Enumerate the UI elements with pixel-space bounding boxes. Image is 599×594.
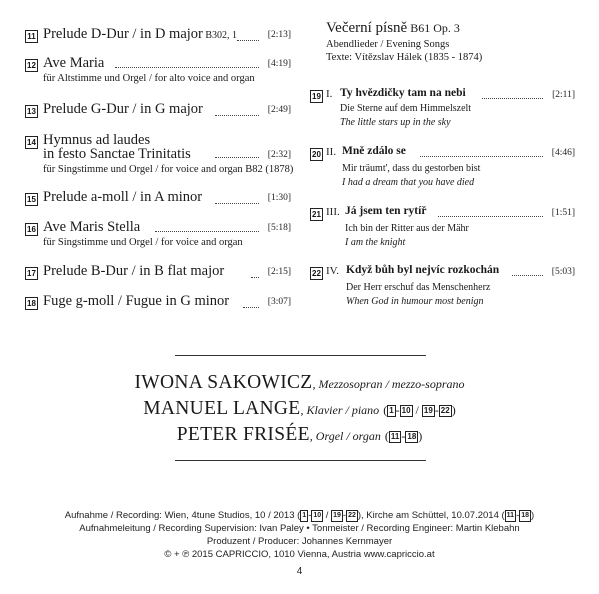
- track-duration: [4:19]: [267, 59, 291, 69]
- right-tracklist: [310, 20, 575, 320]
- dotted-leader: [251, 277, 259, 278]
- artist-tracks: ( 11 - 18 ): [384, 429, 423, 443]
- track-duration: [2:32]: [267, 150, 291, 160]
- song-title-english: I am the knight: [345, 237, 406, 248]
- dotted-leader: [215, 203, 259, 204]
- dotted-leader: [482, 98, 543, 99]
- dotted-leader: [438, 216, 543, 217]
- song-title: Já jsem ten rytíř: [345, 205, 427, 217]
- track-17: [25, 263, 291, 281]
- song-title-german: Mir träumt', dass du gestorben bist: [342, 163, 481, 174]
- track-number-badge: 22: [310, 267, 323, 280]
- song-cycle-text-author: Texte: Vítězslav Hálek (1835 - 1874): [326, 52, 483, 63]
- track-title: Prelude a-moll / in A minor: [43, 189, 203, 205]
- track-catalogue: B302, 1: [202, 30, 238, 41]
- dotted-leader: [243, 307, 259, 308]
- track-duration: [2:13]: [267, 30, 291, 40]
- dotted-leader: [215, 115, 259, 116]
- separator-rule-top: [175, 355, 426, 356]
- song-title-english: The little stars up in the sky: [340, 117, 451, 128]
- track-12: [25, 55, 291, 85]
- track-subtitle: für Singstimme und Orgel / for voice and organ B82 (1878): [43, 164, 294, 175]
- track-11: [25, 26, 291, 44]
- artist-frisee: [0, 424, 599, 446]
- song-title-german: Ich bin der Ritter aus der Mähr: [345, 223, 469, 234]
- track-number-badge: 21: [310, 208, 323, 221]
- page-number: 4: [296, 566, 303, 577]
- song-title: Mně zdálo se: [342, 145, 406, 157]
- song-title-german: Die Sterne auf dem Himmelszelt: [340, 103, 472, 114]
- track-number-badge: 18: [25, 297, 38, 310]
- track-number-badge: 11: [25, 30, 38, 43]
- track-duration: [2:11]: [552, 90, 575, 100]
- dotted-leader: [512, 275, 543, 276]
- track-duration: [2:49]: [267, 105, 291, 115]
- roman-numeral: II.: [326, 146, 337, 158]
- track-duration: [4:46]: [551, 148, 575, 158]
- artist-name: IWONA SAKOWICZ: [134, 372, 313, 393]
- dotted-leader: [237, 40, 259, 41]
- credit-copyright: © + ℗ 2015 CAPRICCIO, 1010 Vienna, Austria www.capriccio.at: [164, 549, 435, 560]
- song-cycle-title: Večerní písně: [326, 20, 408, 36]
- credit-supervision: Aufnahmeleitung / Recording Supervision: Ivan Paley • Tonmeister / Recording Engineer: Martin Klebahn: [79, 523, 520, 534]
- track-21: [310, 204, 575, 248]
- artist-name: PETER FRISÉE: [176, 424, 310, 445]
- song-title-english: When God in humour most benign: [346, 296, 484, 307]
- dotted-leader: [115, 67, 259, 68]
- track-duration: [2:15]: [267, 267, 291, 277]
- dotted-leader: [215, 157, 259, 158]
- track-title: Prelude D-Dur / in D major: [43, 26, 203, 42]
- track-duration: [5:03]: [551, 267, 575, 277]
- credit-recording: Aufnahme / Recording: Wien, 4tune Studios, 10 / 2013 ( 1 - 10 / 19 - 22 ), Kirche am Schüttel, 10.07.2014 ( 11 - 18 ): [64, 510, 535, 521]
- track-duration: [1:51]: [551, 208, 575, 218]
- track-19: [310, 86, 575, 130]
- song-cycle-header: [326, 20, 575, 64]
- artist-sakowicz: [0, 372, 599, 394]
- dotted-leader: [420, 156, 543, 157]
- separator-rule-bottom: [175, 460, 426, 461]
- track-duration: [1:30]: [267, 193, 291, 203]
- track-duration: [5:18]: [267, 223, 291, 233]
- artist-name: MANUEL LANGE: [143, 398, 301, 419]
- track-22: [310, 263, 575, 311]
- track-number-badge: 19: [310, 90, 323, 103]
- artist-role: , Klavier / piano: [300, 403, 380, 417]
- track-15: [25, 189, 291, 207]
- track-number-badge: 16: [25, 223, 38, 236]
- track-title: Prelude B-Dur / in B flat major: [43, 263, 225, 279]
- dotted-leader: [155, 231, 259, 232]
- track-title: Ave Maris Stella: [43, 219, 141, 235]
- roman-numeral: IV.: [326, 265, 339, 277]
- track-subtitle: für Singstimme und Orgel / for voice and organ: [43, 237, 243, 248]
- artist-role: , Orgel / organ: [309, 429, 381, 443]
- track-number-badge: 13: [25, 105, 38, 118]
- song-title: Ty hvězdičky tam na nebi: [340, 87, 466, 99]
- track-title: Ave Maria: [43, 55, 105, 71]
- track-18: [25, 293, 291, 311]
- track-title: Fuge g-moll / Fugue in G minor: [43, 293, 230, 309]
- artist-lange: [0, 398, 599, 420]
- artist-role: , Mezzosopran / mezzo-soprano: [312, 377, 465, 391]
- artist-tracks: ( 1 - 10 / 19 - 22 ): [383, 403, 456, 417]
- song-title-german: Der Herr erschuf das Menschenherz: [346, 282, 491, 293]
- track-13: [25, 101, 291, 119]
- credits-block: [0, 509, 599, 561]
- track-title: Prelude G-Dur / in G major: [43, 101, 203, 117]
- roman-numeral: III.: [326, 206, 340, 218]
- song-title: Když bůh byl nejvíc rozkochán: [346, 264, 500, 276]
- roman-numeral: I.: [326, 88, 333, 100]
- track-title-line2: in festo Sanctae Trinitatis: [43, 146, 191, 162]
- credit-producer: Produzent / Producer: Johannes Kernmayer: [206, 536, 393, 547]
- track-14: [25, 132, 294, 180]
- track-title: Hymnus ad laudes: [43, 132, 151, 148]
- left-tracklist: [25, 26, 294, 346]
- track-16: [25, 219, 291, 249]
- track-number-badge: 20: [310, 148, 323, 161]
- track-number-badge: 14: [25, 136, 38, 149]
- track-20: [310, 144, 575, 188]
- track-duration: [3:07]: [267, 297, 291, 307]
- track-number-badge: 12: [25, 59, 38, 72]
- song-title-english: I had a dream that you have died: [342, 177, 475, 188]
- track-number-badge: 17: [25, 267, 38, 280]
- track-subtitle: für Altstimme und Orgel / for alto voice and organ: [43, 73, 255, 84]
- song-cycle-opus: B61 Op. 3: [407, 21, 460, 35]
- track-number-badge: 15: [25, 193, 38, 206]
- song-cycle-subtitle: Abendlieder / Evening Songs: [326, 39, 450, 50]
